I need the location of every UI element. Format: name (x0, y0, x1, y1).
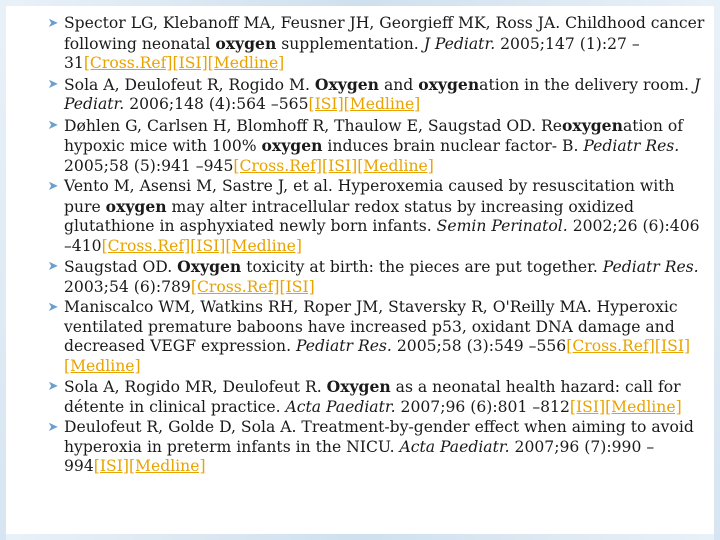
journal-name: Pediatr Res. (296, 337, 392, 355)
crossref-link[interactable]: [Cross.Ref] (233, 156, 323, 175)
arrow-bullet-icon: ➤ (47, 259, 59, 274)
arrow-bullet-icon: ➤ (47, 420, 59, 435)
journal-name: J Pediatr. (64, 75, 701, 113)
citation-text: Vento M, Asensi M, Sastre J, et al. Hyperoxemia caused by resuscitation with pure (64, 177, 675, 216)
isi-link[interactable]: [ISI] (279, 277, 315, 296)
highlighted-keyword: oxygen (105, 196, 167, 216)
reference-item-6 (22, 298, 712, 376)
journal-name: Pediatr Res. (602, 258, 699, 276)
citation-text: toxicity at birth: the pieces are put together. (241, 258, 603, 276)
highlighted-keyword: oxygen (261, 136, 323, 155)
reference-item-1 (22, 14, 712, 74)
frame-top-border (0, 0, 720, 6)
citation-text: 2005;147 (1):27 –31 (64, 34, 640, 72)
reference-item-2 (22, 75, 712, 115)
citation-text: as a neonatal health hazard: call for détente in clinical practice. (64, 378, 681, 416)
reference-item-5 (22, 257, 712, 297)
reference-text (64, 177, 700, 255)
citation-text: Sola A, Rogido MR, Deulofeut R. (64, 378, 327, 396)
citation-text: 2007;96 (6):801 –812 (395, 397, 570, 416)
isi-link[interactable]: [ISI] (190, 236, 226, 255)
isi-link[interactable]: [ISI] (654, 337, 691, 355)
medline-link[interactable]: [Medline] (128, 457, 206, 475)
highlighted-keyword: Oxygen (314, 74, 379, 94)
citation-text: may alter intracellular redox status by increasing oxidized glutathione in asphyxiated newly born infants. (64, 197, 634, 235)
citation-text: 2006;148 (4):564 –565 (124, 95, 309, 113)
citation-text: Sola A, Deulofeut R, Rogido M. (64, 75, 315, 94)
frame-left-border (0, 0, 6, 540)
reference-text (64, 117, 683, 175)
reference-item-7 (22, 377, 712, 417)
arrow-bullet-icon: ➤ (47, 179, 59, 194)
citation-text: 2007;96 (7):990 –994 (64, 437, 655, 475)
reference-text (64, 298, 690, 375)
highlighted-keyword: oxygen (215, 33, 277, 53)
medline-link[interactable]: [Medline] (605, 397, 682, 416)
arrow-bullet-icon: ➤ (47, 117, 59, 133)
arrow-bullet-icon: ➤ (47, 300, 59, 315)
citation-text: ation in the delivery room. (479, 75, 694, 94)
citation-text: Spector LG, Klebanoff MA, Feusner JH, Georgieff MK, Ross JA. Childhood cancer following neonatal (64, 14, 705, 53)
highlighted-keyword: oxygen (418, 74, 480, 94)
medline-link[interactable]: [Medline] (357, 156, 434, 175)
arrow-bullet-icon: ➤ (47, 379, 59, 394)
highlighted-keyword: Oxygen (326, 377, 391, 396)
isi-link[interactable]: [ISI] (172, 54, 208, 72)
journal-name: J Pediatr. (423, 34, 496, 53)
arrow-bullet-icon: ➤ (47, 76, 59, 92)
journal-name: Semin Perinatol. (436, 217, 568, 235)
reference-list (22, 14, 712, 478)
citation-text: Deulofeut R, Golde D, Sola A. Treatment-by-gender effect when aiming to avoid hyperoxia in preterm infants in the NICU. (64, 418, 694, 456)
isi-link[interactable]: [ISI] (322, 156, 358, 175)
crossref-link[interactable]: [Cross.Ref] (190, 277, 280, 296)
citation-text: Døhlen G, Carlsen H, Blomhoff R, Thaulow E, Saugstad OD. Re (64, 116, 563, 135)
reference-item-3 (22, 116, 712, 177)
reference-item-8 (22, 418, 712, 477)
citation-text: 2005;58 (3):549 –556 (391, 337, 567, 355)
citation-text: induces brain nuclear factor- B. (322, 137, 584, 155)
citation-text: 2003;54 (6):789 (64, 277, 191, 296)
citation-text: 2005;58 (5):941 –945 (64, 156, 234, 175)
crossref-link[interactable]: [Cross.Ref] (101, 236, 191, 255)
reference-text (64, 258, 699, 296)
crossref-link[interactable]: [Cross.Ref] (83, 54, 173, 72)
citation-text: and (378, 75, 419, 94)
isi-link[interactable]: [ISI] (93, 457, 129, 475)
reference-text (64, 76, 700, 114)
medline-link[interactable]: [Medline] (207, 54, 285, 72)
isi-link[interactable]: [ISI] (569, 397, 606, 416)
reference-text (64, 418, 694, 475)
journal-name: Acta Paediatr. (399, 437, 510, 456)
citation-text: 2002;26 (6):406 –410 (64, 217, 700, 255)
arrow-bullet-icon: ➤ (47, 16, 59, 31)
frame-bottom-border (0, 534, 720, 540)
highlighted-keyword: Oxygen (177, 257, 242, 276)
journal-name: Acta Paediatr. (285, 397, 396, 416)
isi-link[interactable]: [ISI] (308, 95, 344, 113)
medline-link[interactable]: [Medline] (64, 356, 141, 375)
reference-text (64, 14, 704, 72)
frame-right-border (714, 0, 720, 540)
reference-text (64, 378, 682, 416)
citation-text: Saugstad OD. (64, 258, 178, 276)
citation-text: supplementation. (276, 34, 424, 53)
journal-name: Pediatr Res. (583, 137, 680, 155)
citation-text: ation of hypoxic mice with 100% (64, 116, 684, 155)
medline-link[interactable]: [Medline] (343, 95, 421, 113)
reference-item-4 (22, 177, 712, 256)
citation-text: Maniscalco WM, Watkins RH, Roper JM, Staversky R, O'Reilly MA. Hyperoxic ventilated premature baboons have increased p53, oxidant DNA damage and decreased VEGF expression. (64, 298, 678, 355)
highlighted-keyword: oxygen (562, 115, 623, 135)
crossref-link[interactable]: [Cross.Ref] (566, 337, 655, 355)
medline-link[interactable]: [Medline] (225, 236, 302, 255)
